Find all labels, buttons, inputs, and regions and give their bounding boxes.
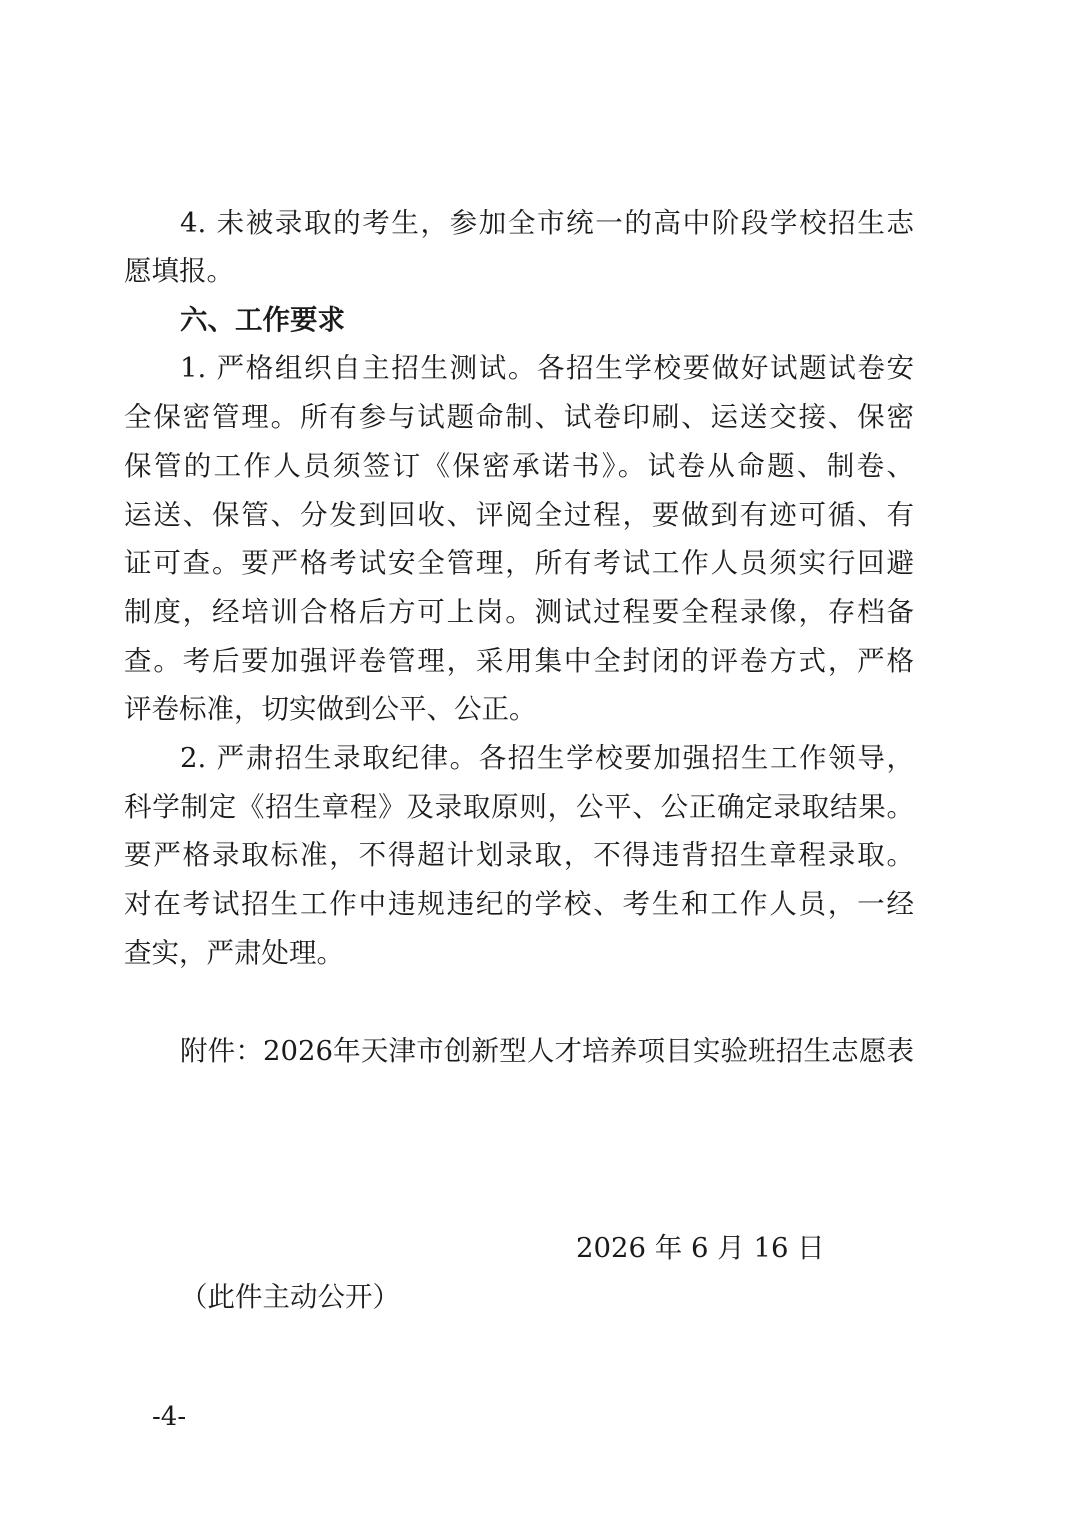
attachment-line: 附件：2026年天津市创新型人才培养项目实验班招生志愿表 — [180, 1035, 914, 1067]
req-2-line-1: 2. 严肃招生录取纪律。各招生学校要加强招生工作领导， — [180, 742, 914, 774]
req-1-line-5: 证可查。要严格考试安全管理，所有考试工作人员须实行回避 — [124, 547, 914, 579]
req-1-line-3: 保管的工作人员须签订《保密承诺书》。试卷从命题、制卷、 — [124, 450, 914, 482]
public-disclosure-note: （此件主动公开） — [180, 1281, 400, 1313]
req-1-line-6: 制度，经培训合格后方可上岗。测试过程要全程录像，存档备 — [124, 596, 914, 628]
req-1-line-2: 全保密管理。所有参与试题命制、试卷印刷、运送交接、保密 — [124, 401, 914, 433]
req-1-line-7: 查。考后要加强评卷管理，采用集中全封闭的评卷方式，严格 — [124, 645, 914, 677]
req-1-line-4: 运送、保管、分发到回收、评阅全过程，要做到有迹可循、有 — [124, 499, 914, 531]
req-2-line-2: 科学制定《招生章程》及录取原则，公平、公正确定录取结果。 — [124, 791, 914, 823]
req-1-line-8: 评卷标准，切实做到公平、公正。 — [124, 693, 537, 725]
req-2-line-4: 对在考试招生工作中违规违纪的学校、考生和工作人员，一经 — [124, 888, 914, 920]
req-2-line-5: 查实，严肃处理。 — [124, 937, 344, 969]
issue-date: 2026 年 6 月 16 日 — [576, 1232, 825, 1264]
page-number: -4- — [152, 1402, 187, 1432]
req-2-line-3: 要严格录取标准，不得超计划录取，不得违背招生章程录取。 — [124, 839, 914, 871]
para-4-line-2: 愿填报。 — [124, 255, 234, 287]
section-heading-work-requirements: 六、工作要求 — [180, 304, 345, 336]
para-4-line-1: 4. 未被录取的考生，参加全市统一的高中阶段学校招生志 — [180, 207, 914, 239]
req-1-line-1: 1. 严格组织自主招生测试。各招生学校要做好试题试卷安 — [180, 352, 914, 384]
